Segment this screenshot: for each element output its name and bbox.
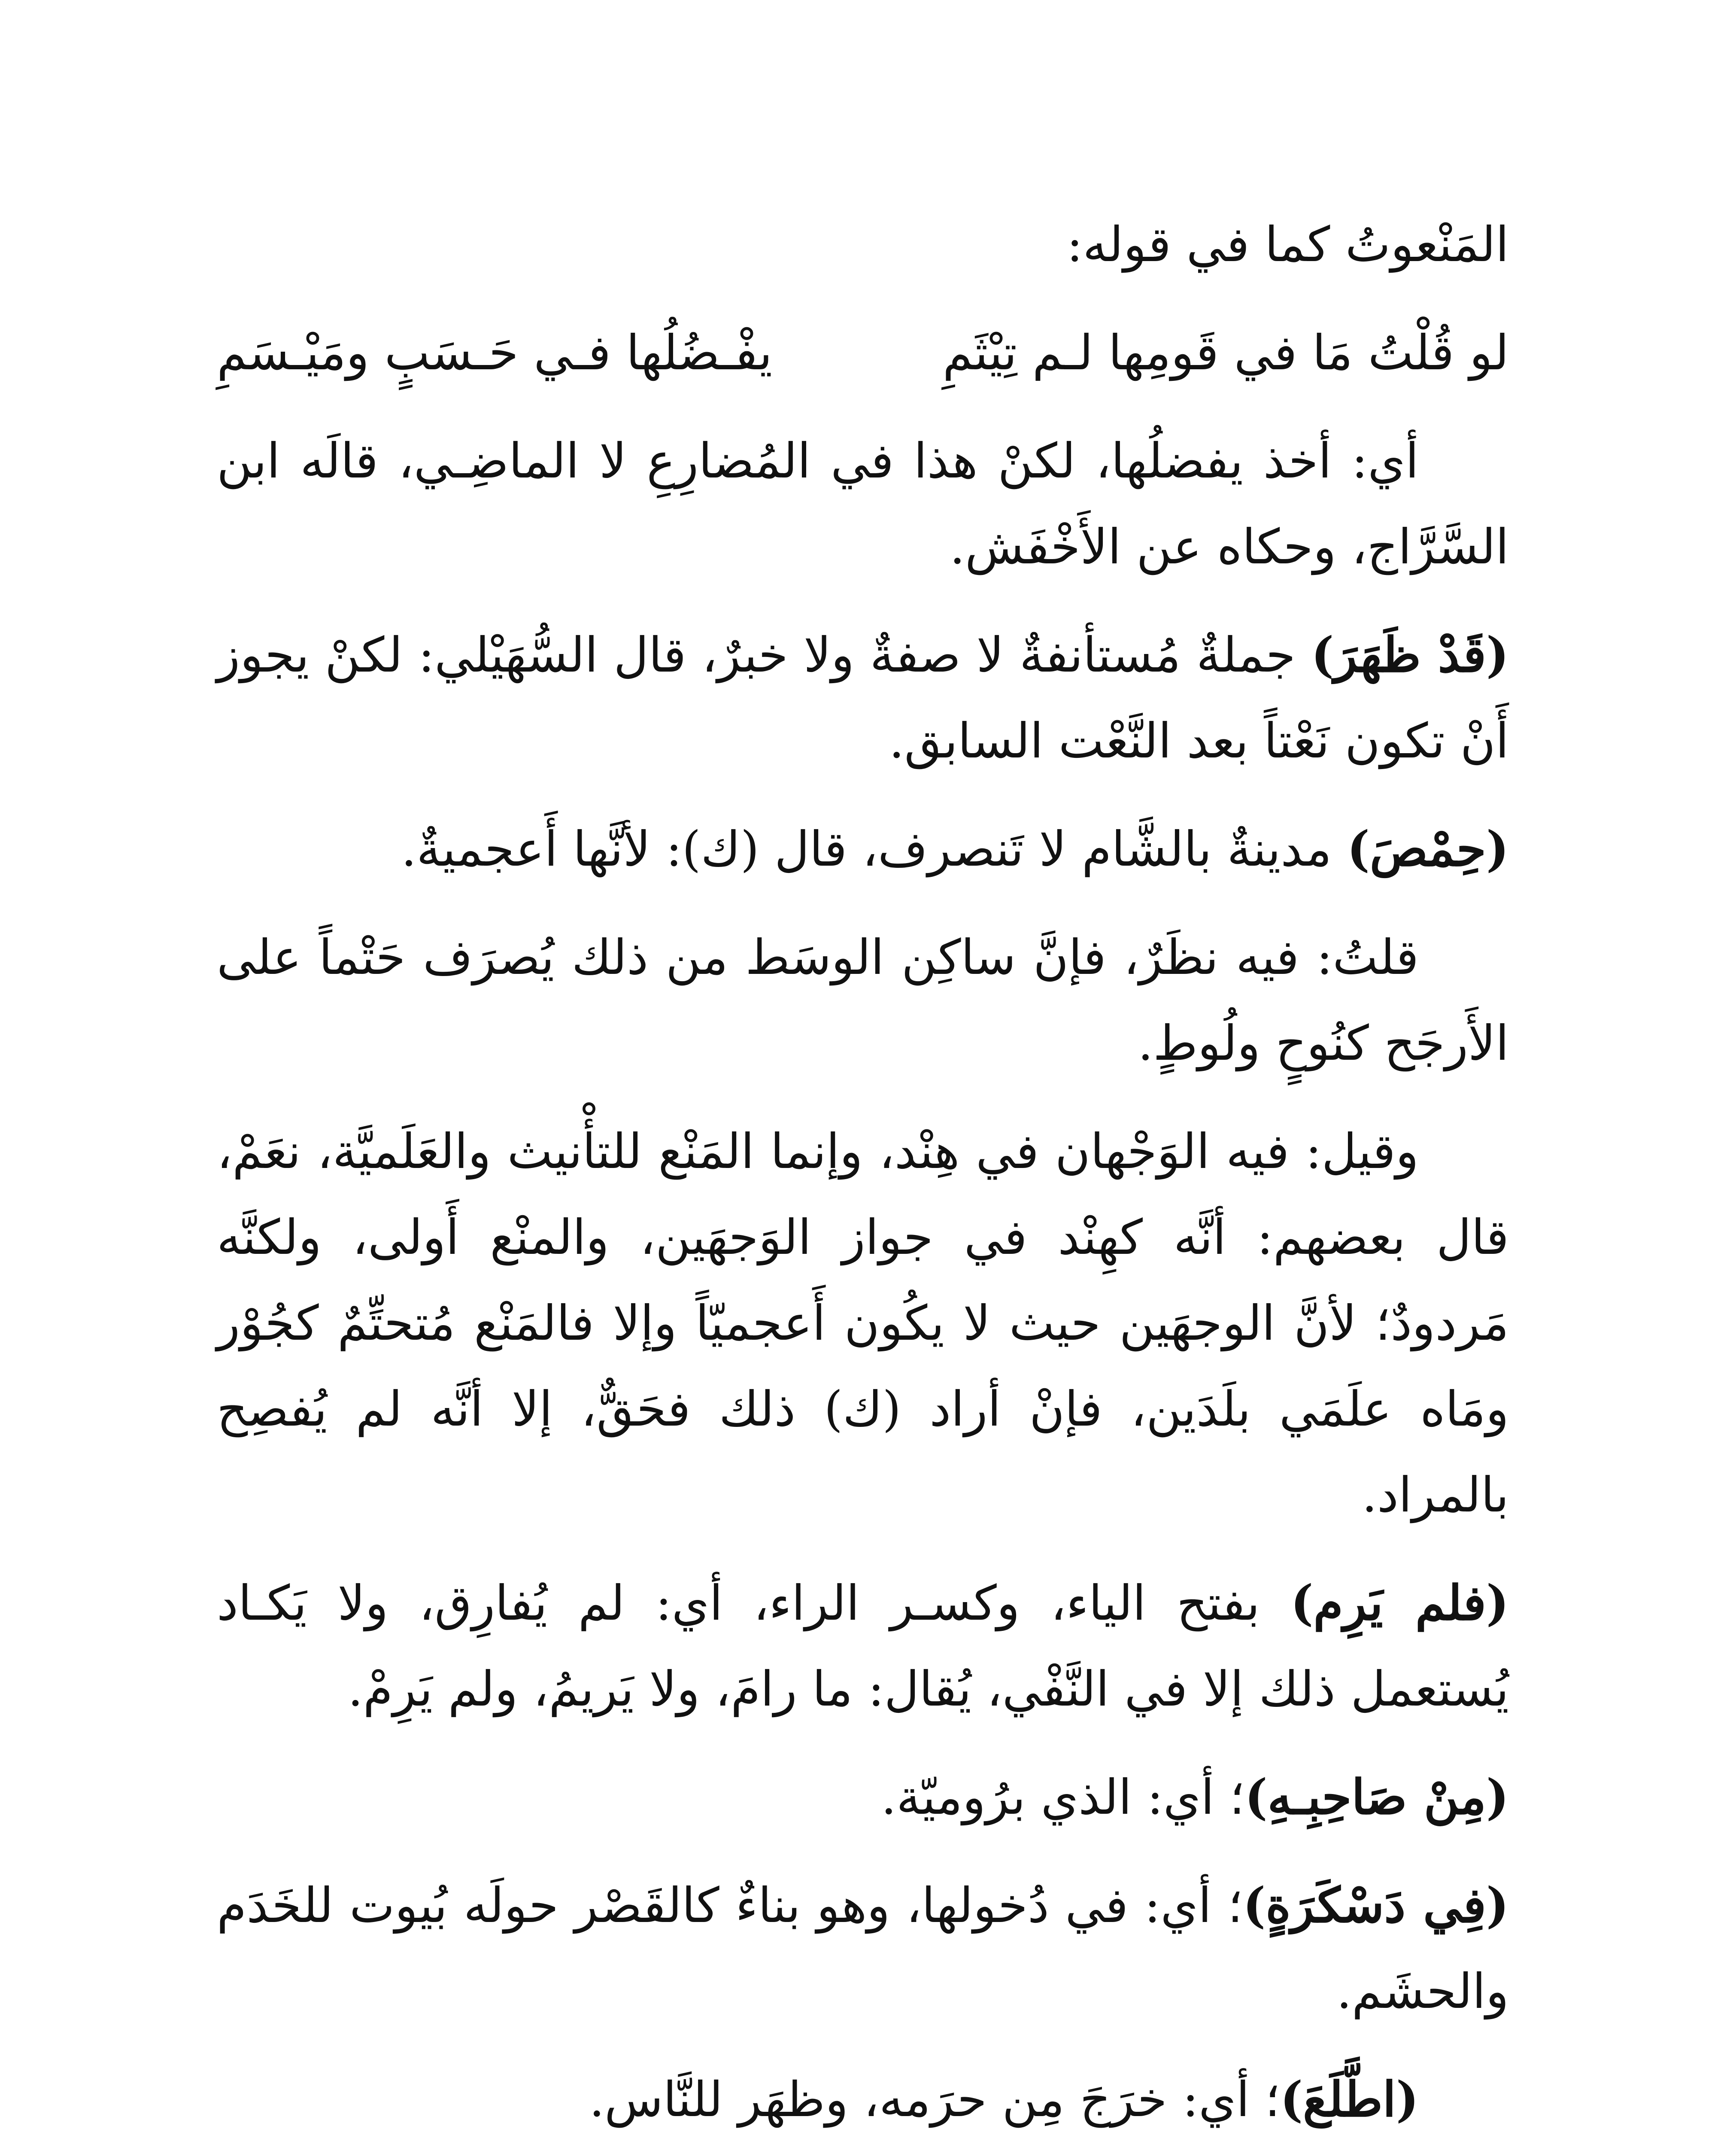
paragraph-5: [217, 1109, 1509, 1538]
paragraph-3: [217, 806, 1509, 892]
paragraph-text: جملةٌ مُستأنفةٌ لا صفةٌ ولا خبرٌ، قال السُّهَيْلي: لكنْ يجوز أَنْ تكون نَعْتاً بعد النَّعْت السابق.: [217, 627, 1509, 769]
paragraph-1: [217, 418, 1509, 590]
paragraph-lead-term: (قَدْ ظَهَرَ): [1311, 627, 1509, 683]
verse-second-hemistich: يفْـضُلُها فـي حَـسَبٍ ومَيْـسَمِ: [217, 325, 773, 381]
paragraph-text: ؛ أي: الذي برُوميّة.: [881, 1770, 1245, 1825]
paragraph-7: [217, 1755, 1509, 1840]
paragraph-2: [217, 612, 1509, 784]
paragraph-8: [217, 1863, 1509, 2034]
paragraph-text: قلتُ: فيه نظَرٌ، فإنَّ ساكِن الوسَط من ذلك يُصرَف حَتْماً على الأَرجَح كنُوحٍ ولُوطٍ.: [217, 930, 1509, 1071]
paragraph-6: [217, 1560, 1509, 1732]
paragraph-lead-term: (اطَّلَعَ): [1280, 2071, 1419, 2128]
paragraph-text: ؛ أي: خرَجَ مِن حرَمه، وظهَر للنَّاس.: [589, 2072, 1281, 2128]
page-body: [217, 202, 1509, 2147]
verse-first-hemistich: لو قُلْتُ مَا في قَومِها لـم تِيْثَمِ: [942, 325, 1509, 381]
paragraph-9: [217, 2057, 1509, 2143]
paragraph-text: وقيل: فيه الوَجْهان في هِنْد، وإنما المَنْع للتأْنيث والعَلَميَّة، نعَمْ، قال بعضهم: أنَّه كهِنْد في جواز الوَجهَين، والمنْع أَولى، ولكنَّه مَردودٌ؛ لأنَّ الوجهَين حيث لا يكُون أَعجميّاً وإلا فالمَنْع مُتحتِّمٌ كجُوْر ومَاه علَمَي بلَدَين، فإنْ أراد (ك) ذلك فحَقٌّ، إلا أنَّه لم يُفصِح بالمراد.: [217, 1124, 1509, 1523]
poetry-verse: [217, 310, 1509, 396]
intro-line: [217, 202, 1509, 288]
paragraph-text: مدينةٌ بالشَّام لا تَنصرف، قال (ك): لأنَّها أَعجميةٌ.: [401, 821, 1347, 877]
paragraph-4: [217, 915, 1509, 1086]
paragraph-lead-term: (فلم يَرِم): [1290, 1575, 1509, 1631]
paragraph-text: بفتح الياء، وكسـر الراء، أي: لم يُفارِق، ولا يَكـاد يُستعمل ذلك إلا في النَّفْي، يُقال: ما رامَ، ولا يَريمُ، ولم يَرِمْ.: [217, 1575, 1509, 1717]
paragraph-text: أي: أخذ يفضلُها، لكنْ هذا في المُضارِعِ لا الماضِـي، قالَه ابن السَّرَّاج، وحكاه عن الأَخْفَش.: [217, 433, 1509, 575]
intro-line-text: المَنْعوتُ كما في قوله:: [1066, 217, 1509, 273]
paragraph-lead-term: (مِنْ صَاحِبِـهِ): [1244, 1769, 1509, 1825]
paragraph-lead-term: (فِي دَسْكَرَةٍ): [1243, 1877, 1509, 1934]
paragraph-text: ؛ أي: في دُخولها، وهو بناءٌ كالقَصْر حولَه بُيوت للخَدَم والحشَم.: [217, 1878, 1509, 2019]
paragraph-lead-term: (حِمْصَ): [1347, 821, 1509, 877]
